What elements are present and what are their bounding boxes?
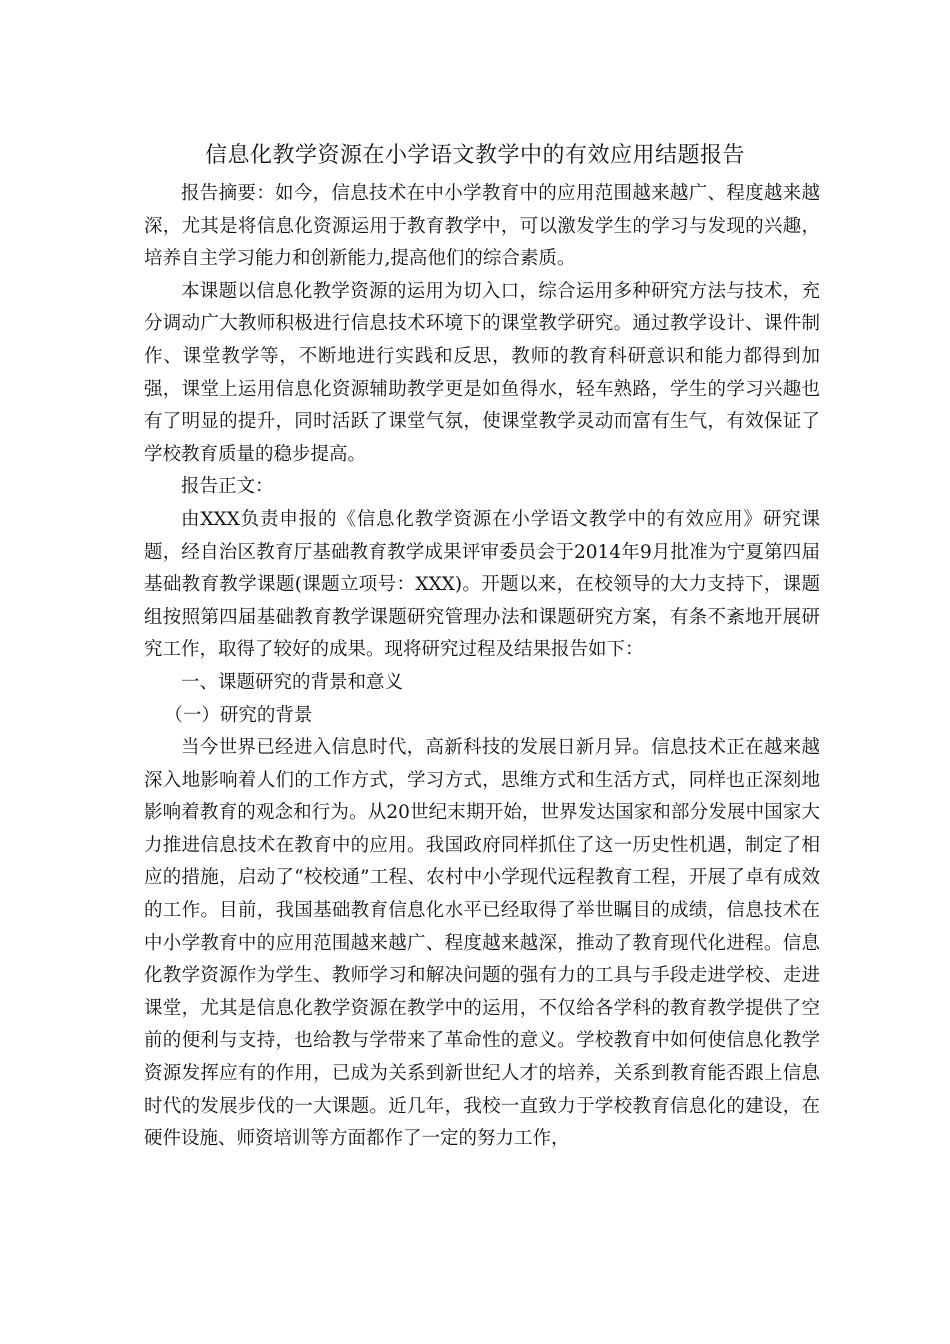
section-heading: 报告正文：: [181, 476, 274, 498]
document-title: 信息化教学资源在小学语文教学中的有效应用结题报告: [204, 143, 745, 168]
paragraph: 当今世界已经进入信息时代，高新科技的发展日新月异。信息技术正在越来越深入地影响着人们的工作方式，学习方式，思维方式和生活方式，同样也正深刻地影响着教育的观念和行为。从20世纪末期开始，世界发达国家和部分发展中国家大力推进信息技术在教育中的应用。我国政府同样抓住了这一历史性机遇，制定了相应的措施，启动了“校校通”工程、农村中小学现代远程教育工程，开展了卓有成效的工作。目前，我国基础教育信息化水平已经取得了举世瞩目的成绩，信息技术在中小学教育中的应用范围越来越广、程度越来越深，推动了教育现代化进程。信息化教学资源作为学生、教师学习和解决问题的强有力的工具与手段走进学校、走进课堂，尤其是信息化教学资源在教学中的运用，不仅给各学科的教育教学提供了空前的便利与支持，也给教与学带来了革命性的意义。学校教育中如何使信息化教学资源发挥应有的作用，已成为关系到新世纪人才的培养，关系到教育能否跟上信息时代的发展步伐的一大课题。近几年，我校一直致力于学校教育信息化的建设，在硬件设施、师资培训等方面都作了一定的努力工作，: [144, 737, 820, 1150]
document-body: [144, 178, 820, 1156]
subsection-heading: （一）研究的背景: [164, 704, 313, 726]
paragraph: 由XXX负责申报的《信息化教学资源在小学语文教学中的有效应用》研究课题，经自治区教育厅基础教育教学成果评审委员会于2014年9月批准为宁夏第四届基础教育教学课题(课题立项号：XXX)。开题以来，在校领导的大力支持下，课题组按照第四届基础教育教学课题研究管理办法和课题研究方案，有条不紊地开展研究工作，取得了较好的成果。现将研究过程及结果报告如下：: [144, 508, 820, 661]
paragraph: 报告摘要：如今，信息技术在中小学教育中的应用范围越来越广、程度越来越深，尤其是将信息化资源运用于教育教学中，可以激发学生的学习与发现的兴趣，培养自主学习能力和创新能力,提高他们的综合素质。: [144, 183, 820, 270]
paragraph: 本课题以信息化教学资源的运用为切入口，综合运用多种研究方法与技术，充分调动广大教师积极进行信息技术环境下的课堂教学研究。通过教学设计、课件制作、课堂教学等，不断地进行实践和反思，教师的教育科研意识和能力都得到加强，课堂上运用信息化资源辅助教学更是如鱼得水，轻车熟路，学生的学习兴趣也有了明显的提升，同时活跃了课堂气氛，使课堂教学灵动而富有生气，有效保证了学校教育质量的稳步提高。: [144, 280, 820, 465]
section-heading: 一、课题研究的背景和意义: [181, 671, 404, 693]
